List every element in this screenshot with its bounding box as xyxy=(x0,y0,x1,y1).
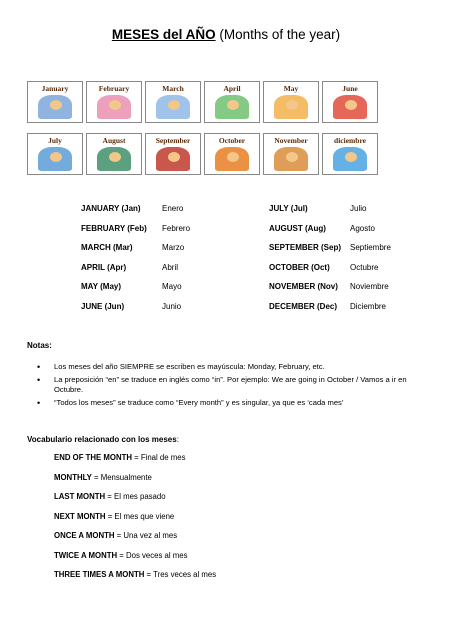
card-figure xyxy=(109,152,121,162)
vocab-meaning: = El mes pasado xyxy=(105,492,166,501)
vocab-meaning: = Dos veces al mes xyxy=(117,550,188,560)
month-card-november xyxy=(263,133,319,175)
card-label: January xyxy=(41,84,69,93)
card-label: September xyxy=(155,136,191,145)
month-card-january xyxy=(27,81,83,123)
card-label: July xyxy=(48,136,62,145)
month-spanish: Septiembre xyxy=(350,243,391,252)
month-spanish: Febrero xyxy=(162,223,191,233)
card-figure xyxy=(345,100,357,110)
month-english: AUGUST (Aug) xyxy=(269,223,326,233)
card-label: August xyxy=(102,136,126,145)
month-spanish: Octubre xyxy=(350,262,379,272)
month-english: JULY (Jul) xyxy=(269,204,308,213)
vocab-heading-colon: : xyxy=(176,435,179,444)
month-english: MARCH (Mar) xyxy=(81,243,133,252)
vocab-item xyxy=(54,512,174,521)
month-spanish: Enero xyxy=(162,204,184,213)
vocab-meaning: = Tres veces al mes xyxy=(144,570,217,579)
card-figure xyxy=(345,152,357,162)
card-figure xyxy=(227,152,239,162)
month-card-april xyxy=(204,81,260,123)
card-label: diciembre xyxy=(334,136,366,145)
card-label: March xyxy=(162,84,184,93)
title-rest: (Months of the year) xyxy=(215,27,341,42)
month-spanish: Mayo xyxy=(162,282,182,291)
month-card-march xyxy=(145,81,201,123)
card-figure xyxy=(168,152,180,162)
notes-heading: Notas: xyxy=(27,341,52,350)
month-english: APRIL (Apr) xyxy=(81,262,127,272)
card-figure xyxy=(50,100,62,110)
vocab-item xyxy=(54,473,152,482)
month-spanish: Diciembre xyxy=(350,301,387,311)
month-spanish: Marzo xyxy=(162,243,185,252)
card-figure xyxy=(227,100,239,110)
vocab-item xyxy=(54,531,177,540)
month-card-may xyxy=(263,81,319,123)
month-english: NOVEMBER (Nov) xyxy=(269,282,338,291)
month-english: OCTOBER (Oct) xyxy=(269,262,330,272)
vocab-term: THREE TIMES A MONTH xyxy=(54,570,145,579)
vocab-term: LAST MONTH xyxy=(54,492,106,501)
vocab-meaning: = Mensualmente xyxy=(91,472,152,482)
vocab-meaning: = Final de mes xyxy=(131,453,186,462)
card-figure xyxy=(168,100,180,110)
month-spanish: Abril xyxy=(162,262,179,272)
card-label: June xyxy=(342,84,358,93)
month-card-july xyxy=(27,133,83,175)
month-cards-row-2 xyxy=(27,133,381,175)
month-card-june xyxy=(322,81,378,123)
month-english: DECEMBER (Dec) xyxy=(269,301,338,311)
vocab-meaning: = Una vez al mes xyxy=(114,531,178,540)
vocab-item xyxy=(54,492,166,501)
card-figure xyxy=(50,152,62,162)
card-figure xyxy=(286,152,298,162)
notes-list xyxy=(27,362,422,410)
title-bold: MESES del AÑO xyxy=(111,27,216,42)
vocab-term: NEXT MONTH xyxy=(54,511,106,521)
month-english: SEPTEMBER (Sep) xyxy=(269,243,342,252)
month-spanish: Noviembre xyxy=(350,282,389,291)
month-card-october xyxy=(204,133,260,175)
page-title xyxy=(0,27,452,42)
vocab-item xyxy=(54,551,188,560)
month-card-august xyxy=(86,133,142,175)
card-label: October xyxy=(218,136,246,145)
note-item: • La preposición “en” se traduce en inglés como “in”. Por ejemplo: We are going in October / Vamos a ir en Octubre. xyxy=(27,375,422,396)
card-label: February xyxy=(98,84,130,93)
month-card-september xyxy=(145,133,201,175)
month-cards-row-1 xyxy=(27,81,381,123)
vocab-meaning: = El mes que viene xyxy=(105,511,175,521)
card-figure xyxy=(109,100,121,110)
card-figure xyxy=(286,100,298,110)
vocab-heading xyxy=(27,435,179,444)
month-english: MAY (May) xyxy=(81,282,122,291)
vocab-item xyxy=(54,453,186,462)
vocab-item xyxy=(54,570,216,579)
month-spanish: Julio xyxy=(350,204,367,213)
note-item: • Los meses del año SIEMPRE se escriben es mayúscula: Monday, February, etc. xyxy=(27,362,422,373)
vocab-term: END OF THE MONTH xyxy=(54,453,132,462)
month-card-december xyxy=(322,133,378,175)
vocab-term: MONTHLY xyxy=(54,472,92,482)
vocab-term: TWICE A MONTH xyxy=(54,550,118,560)
month-spanish: Junio xyxy=(162,301,182,311)
month-english: JUNE (Jun) xyxy=(81,301,125,311)
month-english: JANUARY (Jan) xyxy=(81,204,141,213)
month-english: FEBRUARY (Feb) xyxy=(81,223,147,233)
card-label: November xyxy=(274,136,308,145)
month-card-february xyxy=(86,81,142,123)
card-label: April xyxy=(223,84,241,93)
vocab-heading-text: Vocabulario relacionado con los meses xyxy=(27,435,177,444)
vocab-term: ONCE A MONTH xyxy=(54,531,115,540)
month-spanish: Agosto xyxy=(350,223,375,233)
card-label: May xyxy=(283,84,299,93)
note-item: • “Todos los meses” se traduce como “Every month” y es singular, ya que es ‘cada mes’ xyxy=(27,398,422,409)
